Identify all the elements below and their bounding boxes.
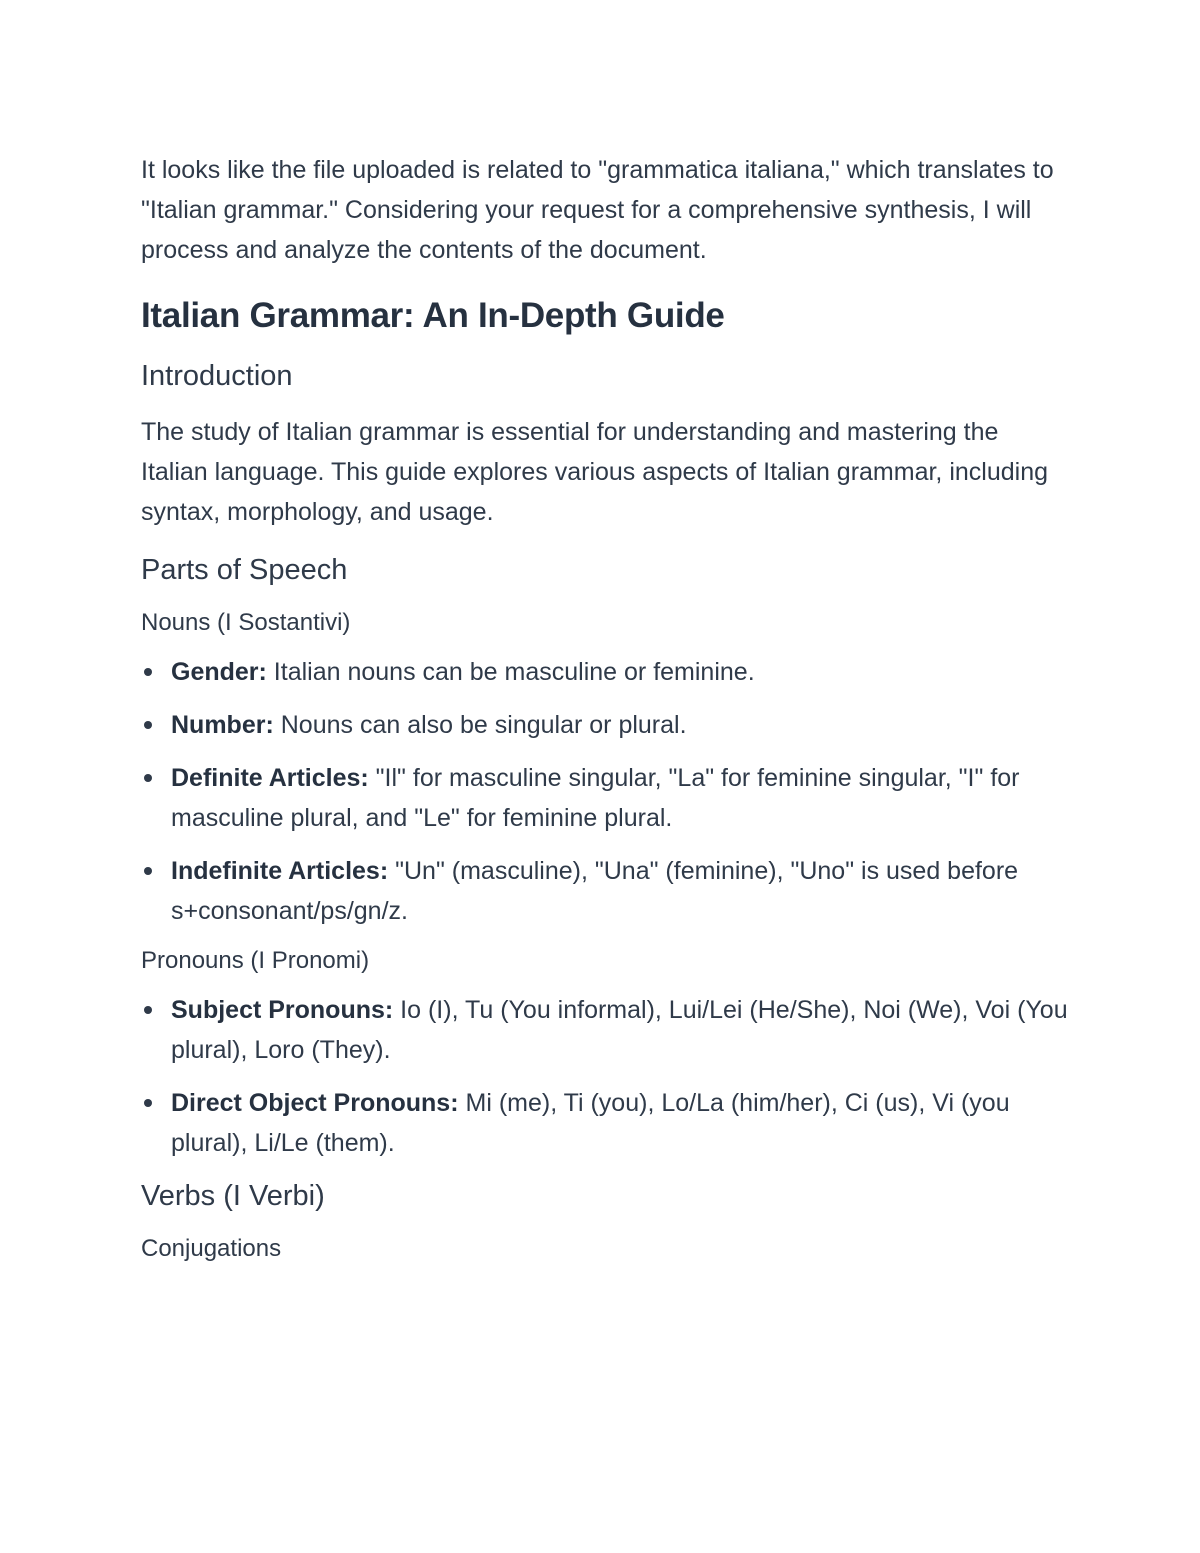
- bullet-icon: [144, 1099, 152, 1107]
- pronouns-list: [141, 990, 1071, 1163]
- list-item-text: Mi (me), Ti (you), Lo/La (him/her), Ci (us), Vi (you plural), Li/Le (them).: [171, 1089, 1010, 1157]
- list-item-text: Italian nouns can be masculine or feminine.: [266, 658, 755, 686]
- list-item: [141, 990, 1071, 1070]
- list-item-term: Definite Articles:: [171, 764, 369, 792]
- list-item-term: Gender:: [171, 658, 267, 686]
- introduction-heading: Introduction: [141, 360, 293, 392]
- bullet-icon: [144, 867, 152, 875]
- parts-of-speech-heading: Parts of Speech: [141, 554, 348, 586]
- document-page: [141, 150, 1071, 1278]
- bullet-icon: [144, 1006, 152, 1014]
- introduction-paragraph: The study of Italian grammar is essential for understanding and mastering the Italian language. This guide explores various aspects of Italian grammar, including syntax, morphology, and usage.: [141, 418, 1049, 526]
- nouns-heading: Nouns (I Sostantivi): [141, 609, 351, 636]
- list-item-text: Nouns can also be singular or plural.: [273, 711, 687, 739]
- bullet-icon: [144, 774, 152, 782]
- document-title: Italian Grammar: An In-Depth Guide: [141, 296, 725, 335]
- list-item: [141, 705, 1071, 745]
- bullet-icon: [144, 721, 152, 729]
- list-item-term: Number:: [171, 711, 274, 739]
- list-item: [141, 1083, 1071, 1163]
- list-item: [141, 851, 1071, 931]
- list-item-text: Io (I), Tu (You informal), Lui/Lei (He/She), Noi (We), Voi (You plural), Loro (They).: [171, 996, 1068, 1064]
- bullet-icon: [144, 668, 152, 676]
- verbs-heading: Verbs (I Verbi): [141, 1180, 325, 1212]
- list-item-term: Indefinite Articles:: [171, 857, 389, 885]
- list-item-text: "Un" (masculine), "Una" (feminine), "Uno" is used before s+consonant/ps/gn/z.: [171, 857, 1019, 925]
- list-item-term: Direct Object Pronouns:: [171, 1089, 459, 1117]
- pronouns-heading: Pronouns (I Pronomi): [141, 947, 370, 974]
- list-item: [141, 758, 1071, 838]
- list-item-term: Subject Pronouns:: [171, 996, 394, 1024]
- list-item-text: "Il" for masculine singular, "La" for feminine singular, "I" for masculine plural, and "Le" for feminine plural.: [171, 764, 1020, 832]
- list-item: [141, 652, 1071, 692]
- nouns-list: [141, 652, 1071, 931]
- conjugations-heading: Conjugations: [141, 1235, 282, 1262]
- intro-paragraph: It looks like the file uploaded is related to "grammatica italiana," which translates to "Italian grammar." Considering your request for a comprehensive synthesis, I will process and analyze the contents of the document.: [141, 156, 1054, 264]
